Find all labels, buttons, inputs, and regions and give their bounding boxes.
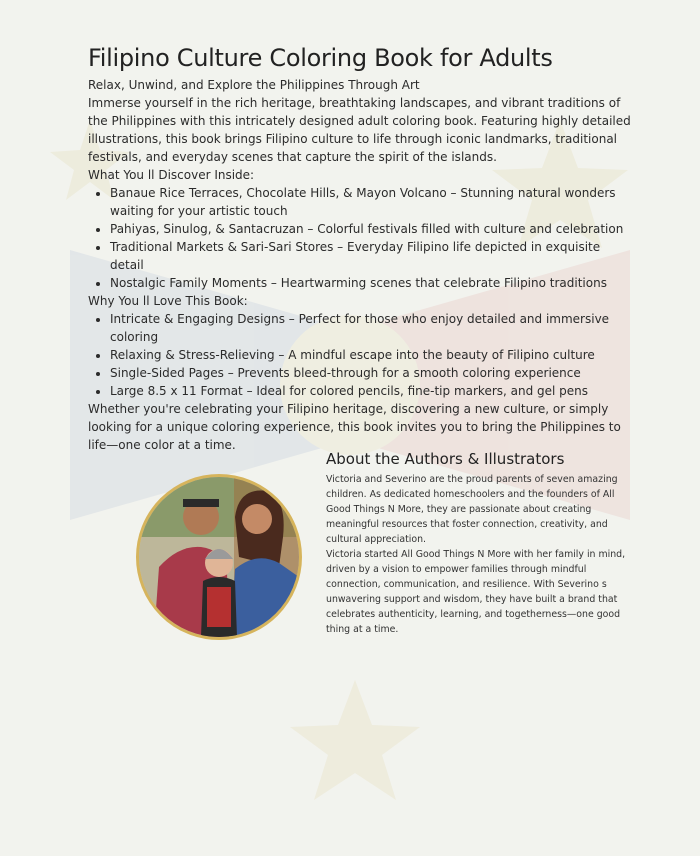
authors-paragraph-1: Victoria and Severino are the proud parents of seven amazing children. As dedicated homeschoolers and the founders of All Good Things N More, they are passionate about creating meaningful resources that foster connection, creativity, and cultural appreciation. xyxy=(326,474,618,545)
closing-paragraph: Whether you're celebrating your Filipino heritage, discovering a new culture, or simply looking for a unique coloring experience, this book invites you to bring the Philippines to life—one color at a time. xyxy=(88,402,621,452)
intro-paragraph: Immerse yourself in the rich heritage, breathtaking landscapes, and vibrant traditions of the Philippines with this intricately designed adult coloring book. Featuring highly detailed illustrations, this book brings Filipino culture to life through iconic landmarks, traditional festivals, and everyday scenes that capture the spirit of the islands. xyxy=(88,96,631,164)
list-item: • Nostalgic Family Moments – Heartwarming scenes that celebrate Filipino traditions xyxy=(110,274,634,292)
page-title: Filipino Culture Coloring Book for Adults xyxy=(88,44,553,72)
subtitle: Relax, Unwind, and Explore the Philippines Through Art xyxy=(88,78,420,92)
family-photo-illustration xyxy=(139,477,299,637)
list-item: • Large 8.5 x 11 Format – Ideal for colored pencils, fine-tip markers, and gel pens xyxy=(110,382,634,400)
list-item: • Intricate & Engaging Designs – Perfect for those who enjoy detailed and immersive coloring xyxy=(110,310,634,346)
authors-section xyxy=(326,450,626,637)
description-section xyxy=(88,44,634,454)
love-list xyxy=(88,310,634,400)
discover-heading: What You ll Discover Inside: xyxy=(88,168,255,182)
list-item: • Relaxing & Stress-Relieving – A mindful escape into the beauty of Filipino culture xyxy=(110,346,634,364)
list-item: • Pahiyas, Sinulog, & Santacruzan – Colorful festivals filled with culture and celebration xyxy=(110,220,634,238)
list-item: • Single-Sided Pages – Prevents bleed-through for a smooth coloring experience xyxy=(110,364,634,382)
list-item: • Traditional Markets & Sari-Sari Stores – Everyday Filipino life depicted in exquisite detail xyxy=(110,238,634,274)
authors-heading: About the Authors & Illustrators xyxy=(326,450,565,468)
authors-paragraph-2: Victoria started All Good Things N More with her family in mind, driven by a vision to empower families through mindful connection, communication, and resilience. With Severino s unwavering support and wisdom, they have built a brand that celebrates authenticity, learning, and togetherness—one good thing at a time. xyxy=(326,549,626,635)
list-item: • Banaue Rice Terraces, Chocolate Hills, & Mayon Volcano – Stunning natural wonders waiting for your artistic touch xyxy=(110,184,634,220)
authors-family-photo xyxy=(136,474,302,640)
love-heading: Why You ll Love This Book: xyxy=(88,294,248,308)
discover-list xyxy=(88,184,634,292)
